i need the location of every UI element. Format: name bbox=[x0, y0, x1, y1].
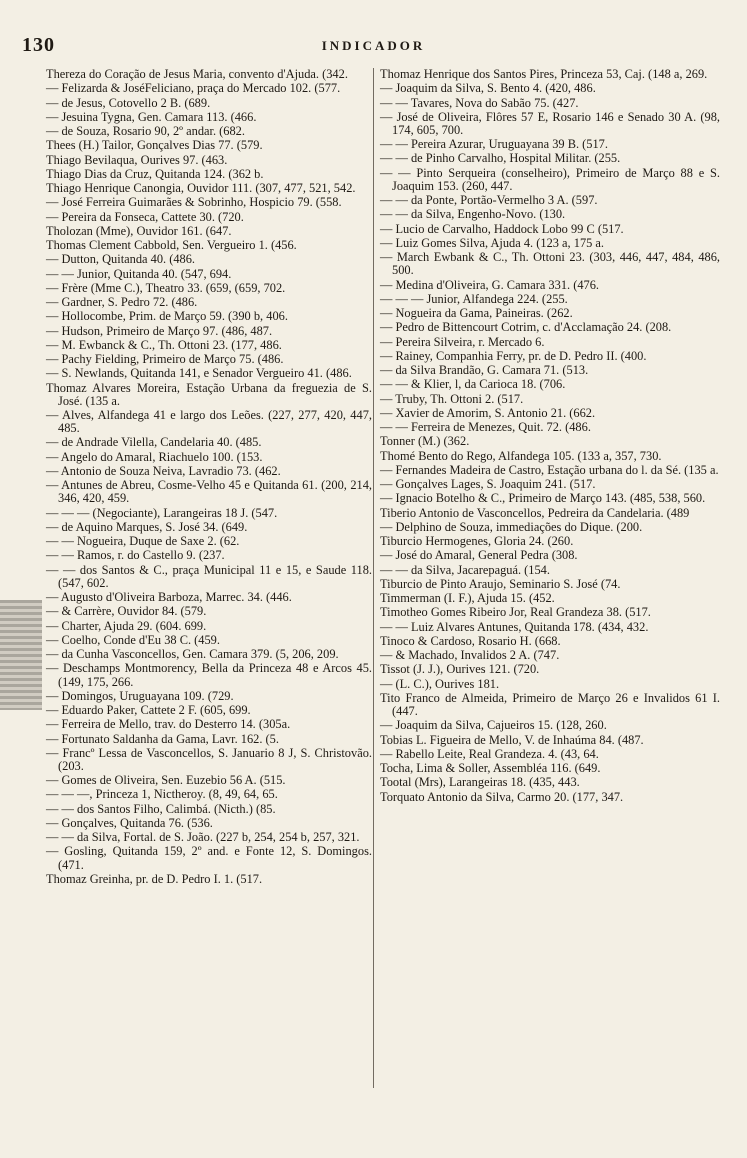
directory-entry: Thomaz Alvares Moreira, Estação Urbana da freguezia de S. José. (135 a. bbox=[46, 380, 372, 408]
directory-entry: Thiago Henrique Canongia, Ouvidor 111. (307, 477, 521, 542. bbox=[46, 181, 356, 195]
directory-columns bbox=[46, 68, 736, 1148]
directory-entry: — Nogueira da Gama, Paineiras. (262. bbox=[380, 306, 573, 321]
directory-entry: — M. Ewbanck & C., Th. Ottoni 23. (177, 486. bbox=[46, 337, 282, 352]
running-head: INDICADOR bbox=[321, 38, 426, 53]
directory-entry: Thees (H.) Tailor, Gonçalves Dias 77. (579. bbox=[46, 138, 263, 153]
directory-entry: — — da Silva, Jacarepaguá. (154. bbox=[380, 562, 550, 577]
directory-entry: — Gardner, S. Pedro 72. (486. bbox=[46, 295, 198, 309]
directory-entry: — Fortunato Saldanha da Gama, Lavr. 162. (5. bbox=[46, 731, 279, 746]
directory-entry: Tonner (M.) (362. bbox=[380, 434, 470, 449]
directory-entry: — Pachy Fielding, Primeiro de Março 75. (486. bbox=[46, 352, 284, 366]
directory-entry: — Truby, Th. Ottoni 2. (517. bbox=[380, 391, 524, 406]
directory-entry: — Gonçalves, Quitanda 76. (536. bbox=[46, 815, 213, 830]
directory-entry: — — Luiz Alvares Antunes, Quitanda 178. (434, 432. bbox=[380, 619, 649, 634]
directory-entry: — Pedro de Bittencourt Cotrim, c. d'Acclamação 24. (208. bbox=[380, 320, 672, 335]
column-divider bbox=[373, 68, 374, 1088]
directory-entry: — — Tavares, Nova do Sabão 75. (427. bbox=[380, 95, 579, 110]
directory-entry: Thiago Dias da Cruz, Quitanda 124. (362 b. bbox=[46, 166, 264, 181]
right-column bbox=[380, 68, 720, 805]
directory-entry: — Eduardo Paker, Cattete 2 F. (605, 699. bbox=[46, 703, 251, 718]
directory-entry: — Rainey, Companhia Ferry, pr. de D. Pedro II. (400. bbox=[380, 348, 647, 363]
directory-entry: — Rabello Leite, Real Grandeza. 4. (43, 64. bbox=[380, 746, 599, 761]
directory-entry: — Domingos, Uruguayana 109. (729. bbox=[46, 688, 234, 703]
directory-entry: — da Silva Brandão, G. Camara 71. (513. bbox=[380, 363, 589, 378]
directory-entry: Tootal (Mrs), Larangeiras 18. (435, 443. bbox=[380, 775, 580, 790]
directory-entry: Thomas Clement Cabbold, Sen. Vergueiro 1. (456. bbox=[46, 238, 297, 252]
directory-entry: — de Jesus, Cotovello 2 B. (689. bbox=[46, 95, 211, 110]
directory-entry: — Hollocombe, Prim. de Março 59. (390 b, 406. bbox=[46, 309, 288, 324]
directory-entry: — — Ramos, r. do Castello 9. (237. bbox=[46, 548, 225, 563]
directory-entry: — Xavier de Amorim, S. Antonio 21. (662. bbox=[380, 405, 596, 420]
directory-entry: — Fernandes Madeira de Castro, Estação urbana do l. da Sé. (135 a. bbox=[380, 462, 719, 477]
directory-entry: — José Ferreira Guimarães & Sobrinho, Hospicio 79. (558. bbox=[46, 195, 342, 210]
directory-entry: — — de Pinho Carvalho, Hospital Militar. (255. bbox=[380, 151, 621, 166]
scan-artifact bbox=[0, 600, 42, 710]
directory-entry: — José de Oliveira, Flôres 57 E, Rosario 146 e Senado 30 A. (98, 174, 605, 700. bbox=[380, 109, 720, 137]
directory-entry: Tholozan (Mme), Ouvidor 161. (647. bbox=[46, 223, 232, 238]
directory-entry: — — & Klier, l, da Carioca 18. (706. bbox=[380, 377, 566, 392]
directory-entry: — Felizarda & JoséFeliciano, praça do Mercado 102. (577. bbox=[46, 81, 341, 96]
directory-entry: — (L. C.), Ourives 181. bbox=[380, 676, 500, 691]
directory-entry: — Pereira da Fonseca, Cattete 30. (720. bbox=[46, 209, 244, 224]
directory-entry: — Antunes de Abreu, Cosme-Velho 45 e Quitanda 61. (200, 214, 346, 420, 459. bbox=[46, 478, 372, 506]
page-header bbox=[0, 34, 747, 58]
directory-entry: — — — Junior, Alfandega 224. (255. bbox=[380, 291, 568, 306]
directory-entry: Thomé Bento do Rego, Alfandega 105. (133 a, 357, 730. bbox=[380, 448, 662, 463]
directory-entry: — Luiz Gomes Silva, Ajuda 4. (123 a, 175 a. bbox=[380, 235, 605, 250]
directory-entry: Thomaz Henrique dos Santos Pires, Princeza 53, Caj. (148 a, 269. bbox=[380, 67, 708, 81]
directory-entry: — Lucio de Carvalho, Haddock Lobo 99 C (517. bbox=[380, 221, 624, 236]
directory-entry: — José do Amaral, General Pedra (308. bbox=[380, 548, 578, 563]
directory-entry: — Gomes de Oliveira, Sen. Euzebio 56 A. (515. bbox=[46, 773, 286, 788]
directory-entry: — — — (Negociante), Larangeiras 18 J. (547. bbox=[46, 505, 278, 520]
directory-entry: — de Aquino Marques, S. José 34. (649. bbox=[46, 519, 248, 534]
directory-entry: Thereza do Coração de Jesus Maria, convento d'Ajuda. (342. bbox=[46, 67, 348, 81]
directory-entry: Tobias L. Figueira de Mello, V. de Inhaúma 84. (487. bbox=[380, 732, 644, 747]
directory-entry: — Hudson, Primeiro de Março 97. (486, 487. bbox=[46, 323, 273, 338]
directory-entry: Tinoco & Cardoso, Rosario H. (668. bbox=[380, 633, 561, 648]
directory-entry: — — Pinto Serqueira (conselheiro), Primeiro de Março 88 e S. Joaquim 153. (260, 447. bbox=[380, 165, 720, 193]
directory-entry: — March Ewbank & C., Th. Ottoni 23. (303, 446, 447, 484, 486, 500. bbox=[380, 250, 720, 278]
directory-entry: — Angelo do Amaral, Riachuelo 100. (153. bbox=[46, 449, 263, 464]
directory-entry: Tocha, Lima & Soller, Assembléa 116. (649. bbox=[380, 761, 601, 776]
directory-entry: — & Machado, Invalidos 2 A. (747. bbox=[380, 648, 560, 663]
directory-entry: — Medina d'Oliveira, G. Camara 331. (476. bbox=[380, 277, 600, 292]
directory-entry: — — Junior, Quitanda 40. (547, 694. bbox=[46, 266, 232, 281]
directory-entry: — Augusto d'Oliveira Barboza, Marrec. 34. (446. bbox=[46, 590, 292, 605]
directory-entry: — Gonçalves Lages, S. Joaquim 241. (517. bbox=[380, 477, 596, 492]
directory-entry: — Deschamps Montmorency, Bella da Princeza 48 e Arcos 45. (149, 175, 266. bbox=[46, 661, 372, 689]
directory-entry: — Francº Lessa de Vasconcellos, S. Januario 8 J, S. Christovão. (203. bbox=[46, 745, 372, 773]
directory-entry: Tito Franco de Almeida, Primeiro de Março 26 e Invalidos 61 I. (447. bbox=[380, 690, 720, 719]
directory-entry: — Jesuina Tygna, Gen. Camara 113. (466. bbox=[46, 109, 257, 124]
directory-entry: — Joaquim da Silva, Cajueiros 15. (128, 260. bbox=[380, 718, 607, 733]
directory-entry: — & Carrère, Ouvidor 84. (579. bbox=[46, 604, 207, 619]
directory-entry: — — Ferreira de Menezes, Quit. 72. (486. bbox=[380, 420, 591, 435]
directory-entry: — — Nogueira, Duque de Saxe 2. (62. bbox=[46, 534, 240, 549]
directory-entry: Tiburcio Hermogenes, Gloria 24. (260. bbox=[380, 534, 574, 549]
directory-entry: — Delphino de Souza, immediações do Dique. (200. bbox=[380, 519, 643, 534]
directory-entry: — — da Silva, Fortal. de S. João. (227 b, 254, 254 b, 257, 321. bbox=[46, 830, 360, 845]
directory-entry: — de Souza, Rosario 90, 2º andar. (682. bbox=[46, 124, 245, 138]
directory-entry: — Gosling, Quitanda 159, 2º and. e Fonte 12, S. Domingos. (471. bbox=[46, 844, 372, 872]
directory-entry: — — dos Santos Filho, Calimbá. (Nicth.) (85. bbox=[46, 801, 276, 816]
directory-entry: — Dutton, Quitanda 40. (486. bbox=[46, 252, 196, 267]
left-column bbox=[46, 68, 372, 887]
directory-entry: — Ferreira de Mello, trav. do Desterro 14. (305a. bbox=[46, 717, 291, 732]
directory-entry: — — Pereira Azurar, Uruguayana 39 B. (517. bbox=[380, 137, 608, 152]
directory-entry: — Alves, Alfandega 41 e largo dos Leões. (227, 277, 420, 447, 485. bbox=[46, 407, 372, 436]
directory-entry: Tiburcio de Pinto Araujo, Seminario S. José (74. bbox=[380, 576, 621, 591]
directory-entry: Thomaz Greinha, pr. de D. Pedro I. 1. (517. bbox=[46, 871, 263, 886]
directory-entry: — — da Ponte, Portão-Vermelho 3 A. (597. bbox=[380, 193, 598, 208]
directory-entry: Torquato Antonio da Silva, Carmo 20. (177, 347. bbox=[380, 789, 624, 804]
page-number: 130 bbox=[22, 34, 55, 56]
directory-entry: — Joaquim da Silva, S. Bento 4. (420, 486. bbox=[380, 81, 596, 96]
directory-entry: — S. Newlands, Quitanda 141, e Senador Vergueiro 41. (486. bbox=[46, 366, 352, 381]
directory-entry: — Coelho, Conde d'Eu 38 C. (459. bbox=[46, 632, 220, 647]
directory-entry: — Antonio de Souza Neiva, Lavradio 73. (462. bbox=[46, 463, 281, 478]
directory-entry: Timmerman (I. F.), Ajuda 15. (452. bbox=[380, 591, 555, 606]
directory-entry: — — dos Santos & C., praça Municipal 11 e 15, e Saude 118. (547, 602. bbox=[46, 562, 372, 590]
directory-entry: — Pereira Silveira, r. Mercado 6. bbox=[380, 334, 545, 349]
directory-entry: — — da Silva, Engenho-Novo. (130. bbox=[380, 207, 566, 222]
directory-entry: — da Cunha Vasconcellos, Gen. Camara 379. (5, 206, 209. bbox=[46, 647, 339, 662]
directory-entry: Thiago Bevilaqua, Ourives 97. (463. bbox=[46, 152, 228, 167]
directory-entry: — Ignacio Botelho & C., Primeiro de Março 143. (485, 538, 560. bbox=[380, 491, 706, 506]
directory-entry: — Charter, Ajuda 29. (604. 699. bbox=[46, 618, 207, 633]
directory-entry: — Frère (Mme C.), Theatro 33. (659, (659, 702. bbox=[46, 280, 286, 295]
directory-entry: Timotheo Gomes Ribeiro Jor, Real Grandeza 38. (517. bbox=[380, 605, 651, 620]
directory-entry: — — —, Princeza 1, Nictheroy. (8, 49, 64, 65. bbox=[46, 787, 278, 802]
directory-entry: Tissot (J. J.), Ourives 121. (720. bbox=[380, 662, 540, 677]
directory-entry: — de Andrade Vilella, Candelaria 40. (485. bbox=[46, 435, 262, 450]
directory-entry: Tiberio Antonio de Vasconcellos, Pedreira da Candelaria. (489 bbox=[380, 505, 690, 520]
